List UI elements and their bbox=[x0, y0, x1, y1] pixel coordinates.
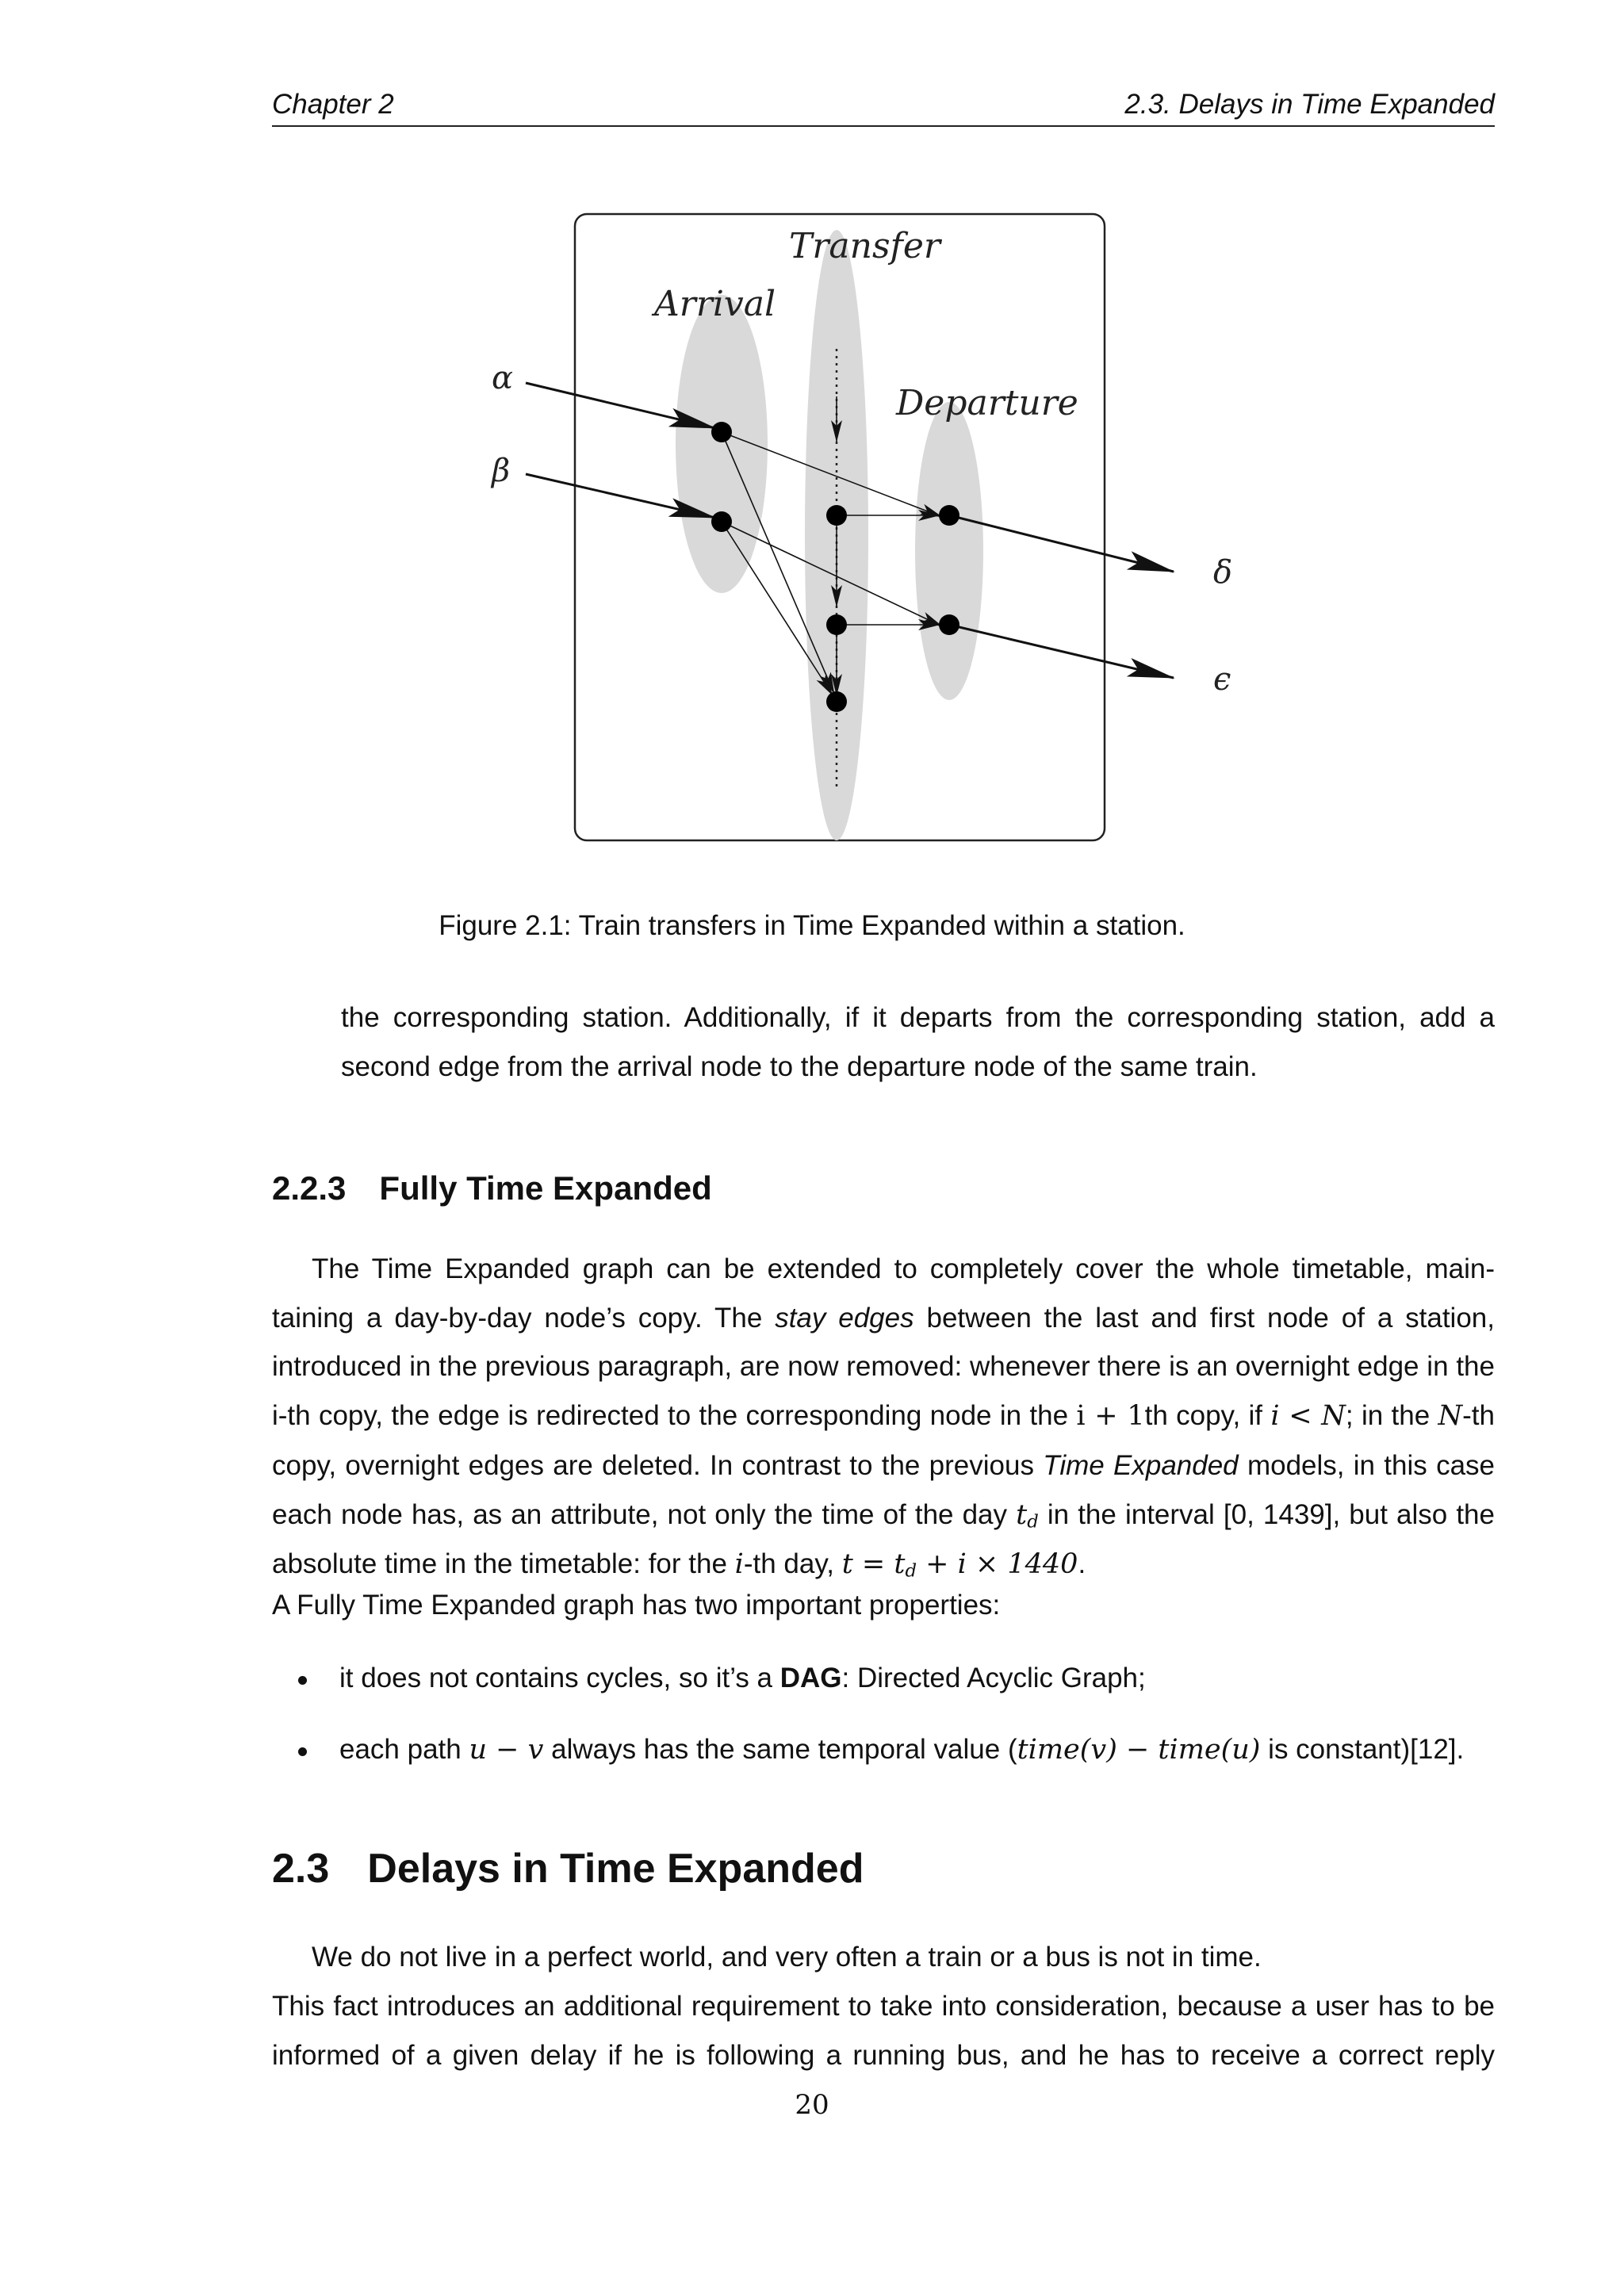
subsection-number: 2.2.3 bbox=[272, 1169, 347, 1207]
text-run: : Directed Acyclic Graph; bbox=[841, 1663, 1146, 1693]
figure-caption: Figure 2.1: Train transfers in Time Expanded within a station. bbox=[439, 910, 1185, 941]
text-run: -th copy, overnight edges are deleted. In contrast to the previous bbox=[272, 1400, 1495, 1481]
text-run: each path bbox=[339, 1734, 469, 1765]
list-item bbox=[308, 1734, 1497, 1766]
continuation-line-2: second edge from the arrival node to the departure node of the same train. bbox=[341, 1050, 1258, 1082]
running-header-chapter: Chapter 2 bbox=[272, 89, 394, 120]
math-t-eq: t = t bbox=[841, 1548, 906, 1581]
math-n: N bbox=[1438, 1400, 1463, 1433]
delta-label: δ bbox=[1213, 554, 1233, 591]
arrival-node-2 bbox=[711, 511, 732, 532]
section-heading bbox=[272, 1845, 864, 1892]
text-run: th copy, if bbox=[1144, 1400, 1271, 1432]
running-header-section: 2.3. Delays in Time Expanded bbox=[1124, 89, 1495, 120]
math-t-d bbox=[1016, 1499, 1039, 1531]
text-run: in the interval [0, 1439], but also the absolute time in the timetable: for the bbox=[272, 1498, 1495, 1580]
text-run: is constant)[12]. bbox=[1260, 1734, 1465, 1765]
section-paragraph-2: This fact introduces an additional requirement to take into consideration, because a user has to be informed of a given delay if he is following a running bus, and he has to receive a correct reply bbox=[272, 1991, 1495, 2071]
section-paragraph-1: We do not live in a perfect world, and very often a train or a bus is not in time. bbox=[312, 1942, 1262, 1973]
subsection-paragraph-1 bbox=[272, 1245, 1495, 1590]
departure-label: Departure bbox=[896, 383, 1078, 423]
section-title: Delays in Time Expanded bbox=[367, 1846, 864, 1892]
page-number: 20 bbox=[795, 2089, 829, 2121]
math-i-less-n: i < N bbox=[1270, 1400, 1346, 1433]
subsection-paragraph-2: A Fully Time Expanded graph has two important properties: bbox=[272, 1590, 1001, 1621]
text-run: always has the same temporal value ( bbox=[543, 1734, 1017, 1765]
list-item-text bbox=[339, 1663, 1497, 1694]
emphasis-stay-edges: stay edges bbox=[775, 1302, 914, 1334]
math-subscript-d: d bbox=[905, 1560, 917, 1582]
list-item-text bbox=[339, 1734, 1497, 1766]
section-number: 2.3 bbox=[272, 1846, 330, 1892]
math-t: t bbox=[1016, 1498, 1028, 1531]
math-subscript-d: d bbox=[1027, 1511, 1039, 1533]
outgoing-edge-epsilon bbox=[949, 625, 1174, 678]
beta-label: β bbox=[492, 453, 511, 489]
transfer-label: Transfer bbox=[789, 226, 940, 266]
text-run: between the last and first node of a station, introduced in the previous paragraph, are now removed: whenever there is an overnight edge in the i-th copy, the edge is redirected to the corresponding node in the bbox=[272, 1302, 1495, 1432]
text-run: ; in the bbox=[1345, 1400, 1438, 1432]
departure-node-2 bbox=[939, 614, 959, 635]
math-absolute-time bbox=[842, 1548, 1078, 1580]
bold-dag: DAG bbox=[779, 1663, 842, 1693]
math-time-difference: time(v) − time(u) bbox=[1017, 1734, 1261, 1766]
math-u-minus-v: u − v bbox=[469, 1734, 544, 1766]
text-run: it does not contains cycles, so it’s a bbox=[339, 1663, 780, 1693]
alpha-label: α bbox=[492, 360, 514, 396]
transfer-node-3 bbox=[826, 691, 847, 712]
subsection-heading bbox=[272, 1169, 712, 1207]
math-i-plus-1: i + 1 bbox=[1076, 1400, 1145, 1433]
bullet-icon bbox=[298, 1676, 307, 1685]
epsilon-label: ϵ bbox=[1213, 661, 1231, 698]
text-run: . bbox=[1078, 1548, 1086, 1580]
departure-group bbox=[915, 402, 983, 700]
header-rule bbox=[272, 125, 1495, 127]
text-run: -th day, bbox=[743, 1548, 842, 1580]
text-run: The Time Expanded graph can be extended to completely cover the whole timetable, main-taining a day-by-day node’s copy. The bbox=[272, 1253, 1495, 1334]
arrival-node-1 bbox=[711, 422, 732, 442]
transfer-node-2 bbox=[826, 614, 847, 635]
math-plus-i-1440: + i × 1440 bbox=[917, 1548, 1078, 1581]
departure-node-1 bbox=[939, 505, 959, 526]
subsection-title: Fully Time Expanded bbox=[379, 1169, 712, 1207]
arrival-label: Arrival bbox=[654, 284, 776, 324]
text-run: models, in this case each node has, as an attribute, not only the time of the day bbox=[272, 1449, 1495, 1530]
continuation-paragraph bbox=[341, 993, 1495, 1091]
train-transfer-diagram bbox=[476, 202, 1269, 860]
continuation-line-1: the corresponding station. Additionally, if it departs from the corresponding station, add a bbox=[341, 1002, 1495, 1033]
math-i: i bbox=[734, 1548, 744, 1581]
bullet-icon bbox=[298, 1747, 307, 1756]
emphasis-time-expanded: Time Expanded bbox=[1043, 1449, 1239, 1481]
list-item bbox=[308, 1663, 1497, 1694]
transfer-node-1 bbox=[826, 505, 847, 526]
